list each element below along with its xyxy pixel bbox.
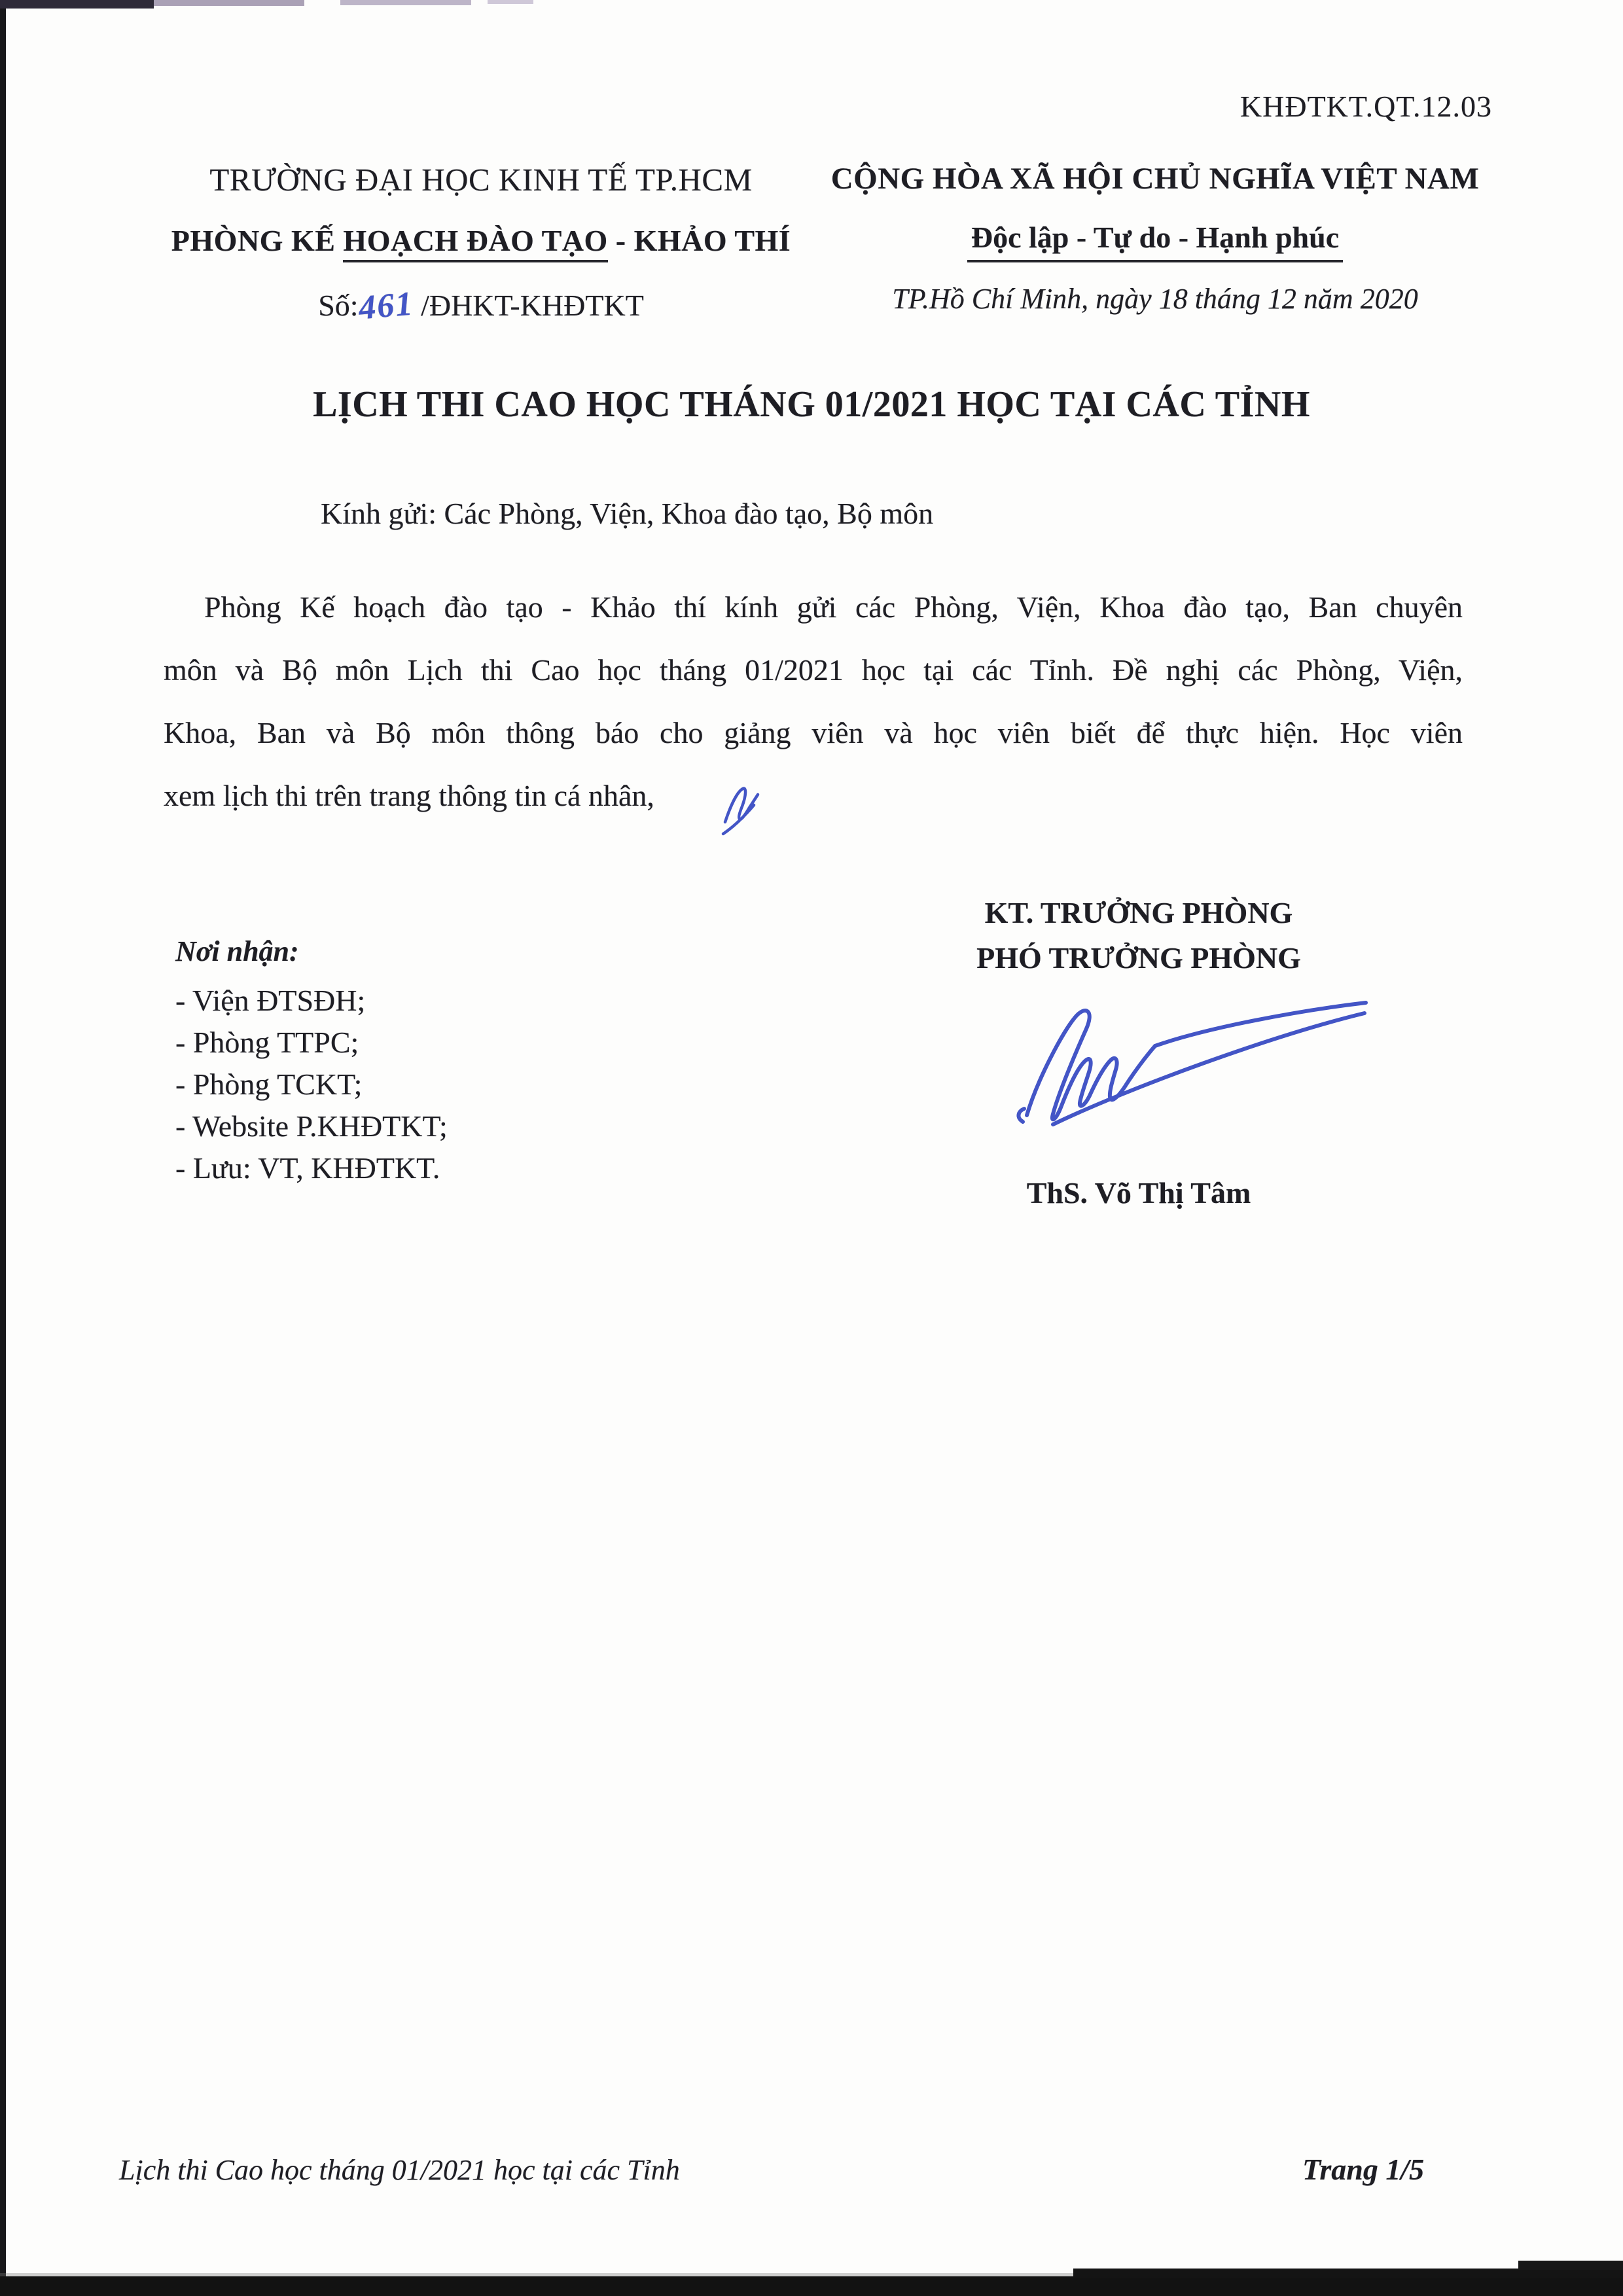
org-dept-prefix: PHÒNG KẾ — [171, 224, 344, 257]
doc-number-line — [151, 285, 812, 327]
national-header-block — [818, 161, 1492, 315]
org-dept-suffix: - KHẢO THÍ — [607, 224, 791, 257]
org-header-block — [151, 161, 812, 327]
doc-number-handwritten: 461 — [357, 285, 416, 327]
recipients-block — [175, 935, 448, 1189]
signer-name: ThS. Võ Thị Tâm — [1026, 1176, 1251, 1210]
scan-edge-top-fragment — [488, 0, 533, 4]
doc-number-suffix: /ĐHKT-KHĐTKT — [413, 289, 644, 322]
org-name: TRƯỜNG ĐẠI HỌC KINH TẾ TP.HCM — [209, 162, 753, 198]
national-motto-wrap — [818, 196, 1492, 262]
national-motto: Độc lập - Tự do - Hạnh phúc — [967, 220, 1343, 262]
body-line: Phòng Kế hoạch đào tạo - Khảo thí kính gửi các Phòng, Viện, Khoa đào tạo, Ban chuyên — [204, 590, 1463, 624]
recipient-item: - Viện ĐTSĐH; — [175, 984, 366, 1017]
recipient-item: - Phòng TCKT; — [175, 1067, 363, 1101]
doc-number-label: Số: — [318, 289, 359, 322]
scan-edge-left — [0, 0, 6, 2296]
scan-edge-bottom — [0, 2276, 1623, 2296]
scan-edge-top-fragment — [154, 0, 304, 6]
org-dept-underlined: HOẠCH ĐÀO TẠO — [343, 224, 607, 262]
body-paragraph — [164, 576, 1463, 827]
recipient-item: - Lưu: VT, KHĐTKT. — [175, 1151, 440, 1185]
date-line: TP.Hồ Chí Minh, ngày 18 tháng 12 năm 2020 — [892, 283, 1418, 315]
scan-edge-top-dark — [0, 0, 154, 9]
body-line: môn và Bộ môn Lịch thi Cao học tháng 01/2021 học tại các Tỉnh. Đề nghị các Phòng, Viện, — [164, 653, 1463, 687]
body-line: xem lịch thi trên trang thông tin cá nhân, — [164, 779, 654, 812]
recipients-heading: Nơi nhận: — [175, 935, 299, 967]
handwritten-flourish — [720, 783, 767, 839]
signature-ink — [1011, 996, 1378, 1134]
footer-document-title: Lịch thi Cao học tháng 01/2021 học tại các Tỉnh — [119, 2154, 680, 2186]
recipient-item: - Website P.KHĐTKT; — [175, 1109, 448, 1143]
approver-block — [936, 895, 1342, 975]
body-line: Khoa, Ban và Bộ môn thông báo cho giảng viên và học viên biết để thực hiện. Học viên — [164, 716, 1463, 749]
national-title: CỘNG HÒA XÃ HỘI CHỦ NGHĨA VIỆT NAM — [830, 162, 1480, 196]
salutation-line: Kính gửi: Các Phòng, Viện, Khoa đào tạo, Bộ môn — [321, 497, 934, 530]
scan-edge-top-fragment — [340, 0, 471, 5]
document-code: KHĐTKT.QT.12.03 — [1240, 90, 1492, 123]
footer-page-number: Trang 1/5 — [1302, 2153, 1425, 2186]
scan-edge-bottom-corner — [1518, 2261, 1623, 2270]
recipient-item: - Phòng TTPC; — [175, 1026, 359, 1059]
approver-title-2: PHÓ TRƯỞNG PHÒNG — [976, 941, 1301, 975]
approver-title-1: KT. TRƯỞNG PHÒNG — [984, 896, 1293, 929]
org-dept — [151, 223, 812, 258]
document-title: LỊCH THI CAO HỌC THÁNG 01/2021 HỌC TẠI CÁC TỈNH — [313, 384, 1310, 425]
scan-edge-bottom-step — [1073, 2269, 1623, 2278]
